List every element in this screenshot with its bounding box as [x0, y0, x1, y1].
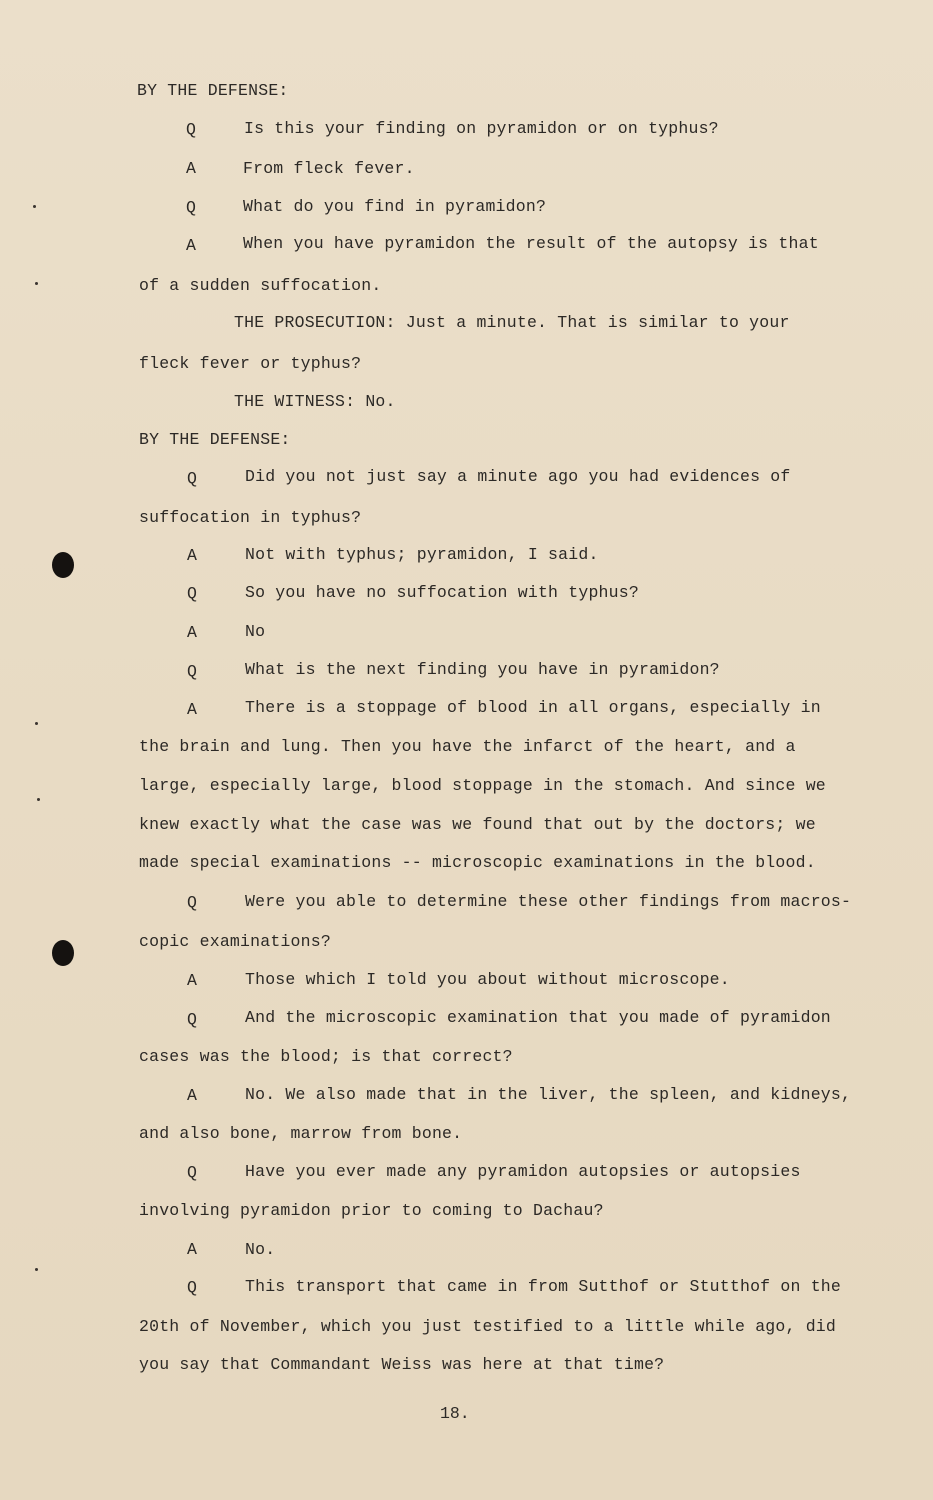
question-text: Did you not just say a minute ago you had evidences of: [245, 467, 791, 486]
question-text: So you have no suffocation with typhus?: [245, 583, 639, 602]
page-number: 18.: [440, 1404, 470, 1423]
answer-marker: A: [186, 236, 196, 255]
answer-text: There is a stoppage of blood in all organs, especially in: [245, 698, 821, 717]
answer-text: No.: [245, 1240, 276, 1259]
question-text: Have you ever made any pyramidon autopsies or autopsies: [245, 1162, 801, 1181]
question-continuation: involving pyramidon prior to coming to Dachau?: [139, 1201, 604, 1220]
margin-speck: [35, 282, 38, 285]
answer-text: No. We also made that in the liver, the spleen, and kidneys,: [245, 1085, 852, 1104]
question-marker: Q: [186, 120, 196, 139]
question-marker: Q: [187, 662, 197, 681]
question-continuation: cases was the blood; is that correct?: [139, 1047, 513, 1066]
answer-text: From fleck fever.: [243, 159, 415, 178]
question-continuation: you say that Commandant Weiss was here at that time?: [139, 1355, 665, 1374]
question-text: Were you able to determine these other findings from macros-: [245, 892, 852, 911]
answer-marker: A: [186, 159, 196, 178]
answer-continuation: and also bone, marrow from bone.: [139, 1124, 463, 1143]
answer-continuation: knew exactly what the case was we found that out by the doctors; we: [139, 815, 816, 834]
prosecution-continuation: fleck fever or typhus?: [139, 354, 362, 373]
answer-continuation: made special examinations -- microscopic examinations in the blood.: [139, 853, 816, 872]
question-marker: Q: [187, 893, 197, 912]
binder-hole-top: [52, 552, 74, 578]
section-heading: BY THE DEFENSE:: [139, 430, 291, 449]
answer-continuation: of a sudden suffocation.: [139, 276, 382, 295]
question-text: What is the next finding you have in pyramidon?: [245, 660, 720, 679]
question-text: And the microscopic examination that you made of pyramidon: [245, 1008, 831, 1027]
question-marker: Q: [187, 469, 197, 488]
question-text: Is this your finding on pyramidon or on typhus?: [244, 119, 719, 138]
question-continuation: 20th of November, which you just testified to a little while ago, did: [139, 1317, 837, 1336]
answer-continuation: large, especially large, blood stoppage in the stomach. And since we: [139, 776, 826, 795]
answer-continuation: the brain and lung. Then you have the infarct of the heart, and a: [139, 737, 796, 756]
question-text: What do you find in pyramidon?: [243, 197, 547, 216]
witness-statement: THE WITNESS: No.: [234, 392, 396, 411]
answer-text: Not with typhus; pyramidon, I said.: [245, 545, 599, 564]
binder-hole-bottom: [52, 940, 74, 966]
prosecution-statement: THE PROSECUTION: Just a minute. That is similar to your: [234, 313, 790, 332]
question-marker: Q: [187, 1010, 197, 1029]
answer-marker: A: [187, 971, 197, 990]
question-marker: Q: [186, 198, 196, 217]
answer-text: Those which I told you about without microscope.: [245, 970, 730, 989]
answer-text: No: [245, 622, 266, 641]
question-text: This transport that came in from Sutthof or Stutthof on the: [245, 1277, 841, 1296]
answer-marker: A: [187, 623, 197, 642]
margin-speck: [33, 205, 36, 208]
margin-speck: [35, 1268, 38, 1271]
question-marker: Q: [187, 1278, 197, 1297]
question-continuation: copic examinations?: [139, 932, 331, 951]
answer-marker: A: [187, 1086, 197, 1105]
question-marker: Q: [187, 584, 197, 603]
section-heading: BY THE DEFENSE:: [137, 81, 289, 100]
margin-speck: [35, 722, 38, 725]
answer-marker: A: [187, 700, 197, 719]
answer-marker: A: [187, 546, 197, 565]
answer-marker: A: [187, 1240, 197, 1259]
question-continuation: suffocation in typhus?: [139, 508, 362, 527]
margin-speck: [37, 798, 40, 801]
answer-text: When you have pyramidon the result of the autopsy is that: [243, 234, 819, 253]
question-marker: Q: [187, 1163, 197, 1182]
